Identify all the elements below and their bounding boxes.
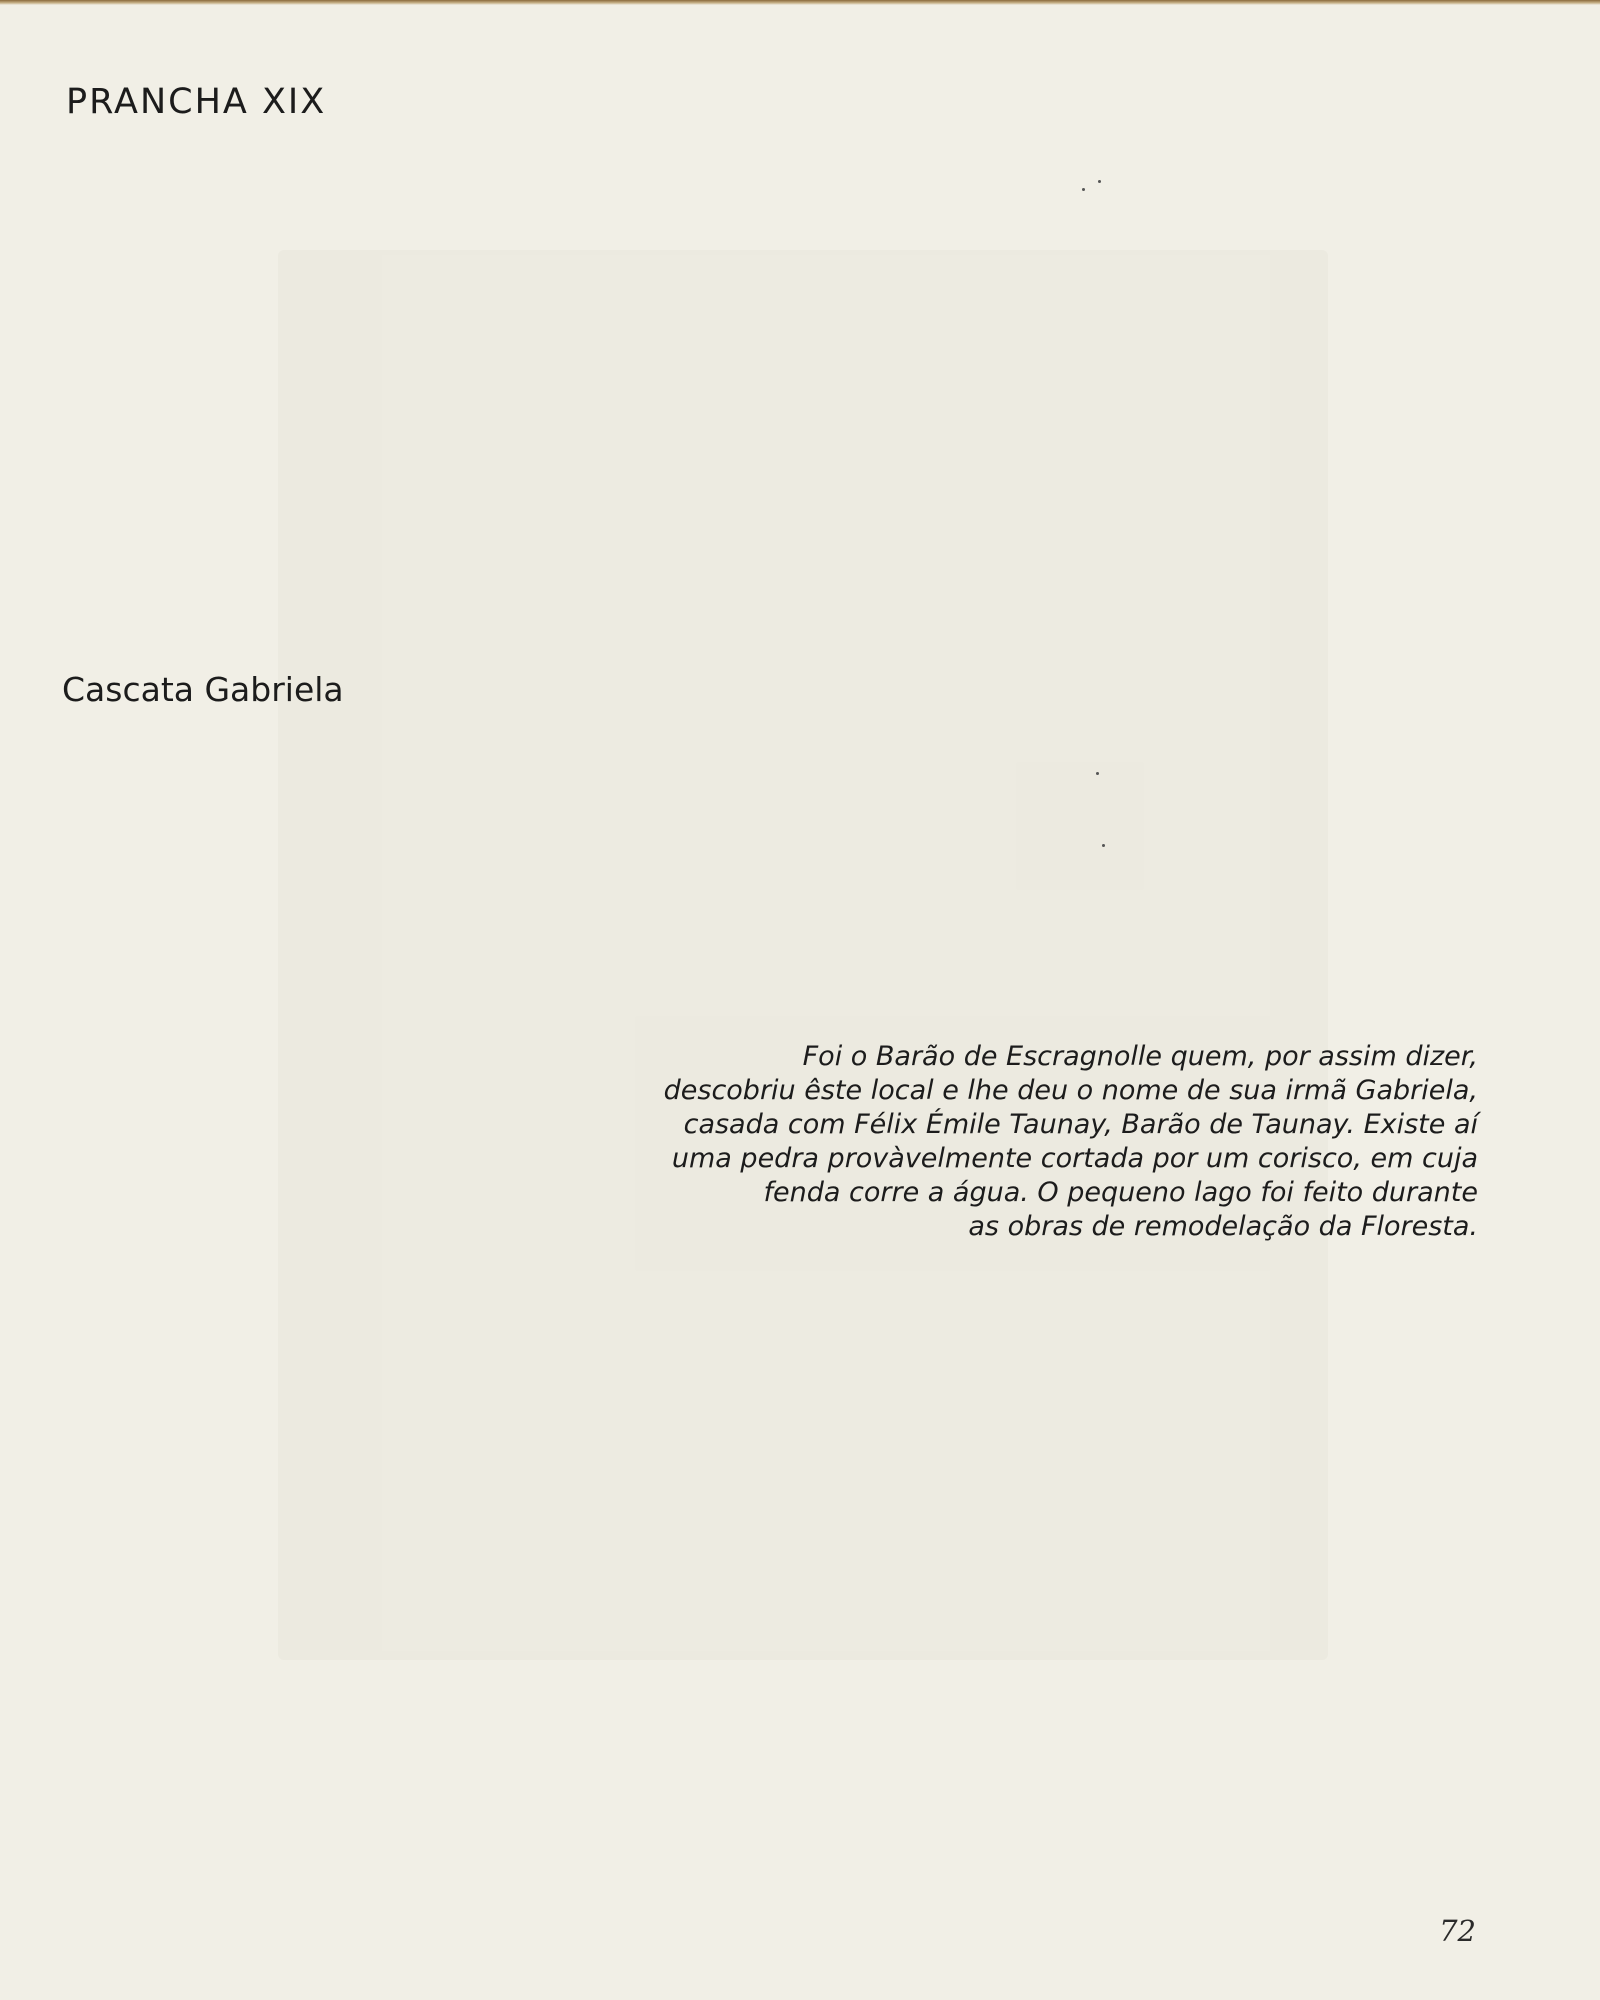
dust-speck [1102,844,1105,847]
caption-line: uma pedra provàvelmente cortada por um corisco, em cuja [671,1143,1478,1174]
caption-line: as obras de remodelação da Floresta. [968,1211,1478,1242]
plate-show-through [278,250,1328,1660]
dust-speck [1098,180,1101,183]
dust-speck [1082,188,1085,191]
caption-line: fenda corre a água. O pequeno lago foi feito durante [763,1177,1478,1208]
dust-speck [1096,772,1099,775]
plate-title: Cascata Gabriela [62,670,344,709]
caption-line: descobriu êste local e lhe deu o nome de sua irmã Gabriela, [663,1075,1478,1106]
plate-label: PRANCHA XIX [66,82,327,122]
page-number: 72 [1439,1914,1476,1948]
caption-line: Foi o Barão de Escragnolle quem, por assim dizer, [802,1041,1478,1072]
caption-line: casada com Félix Émile Taunay, Barão de Taunay. Existe aí [683,1109,1478,1140]
page-top-edge [0,0,1600,5]
plate-caption [498,1040,1478,1244]
